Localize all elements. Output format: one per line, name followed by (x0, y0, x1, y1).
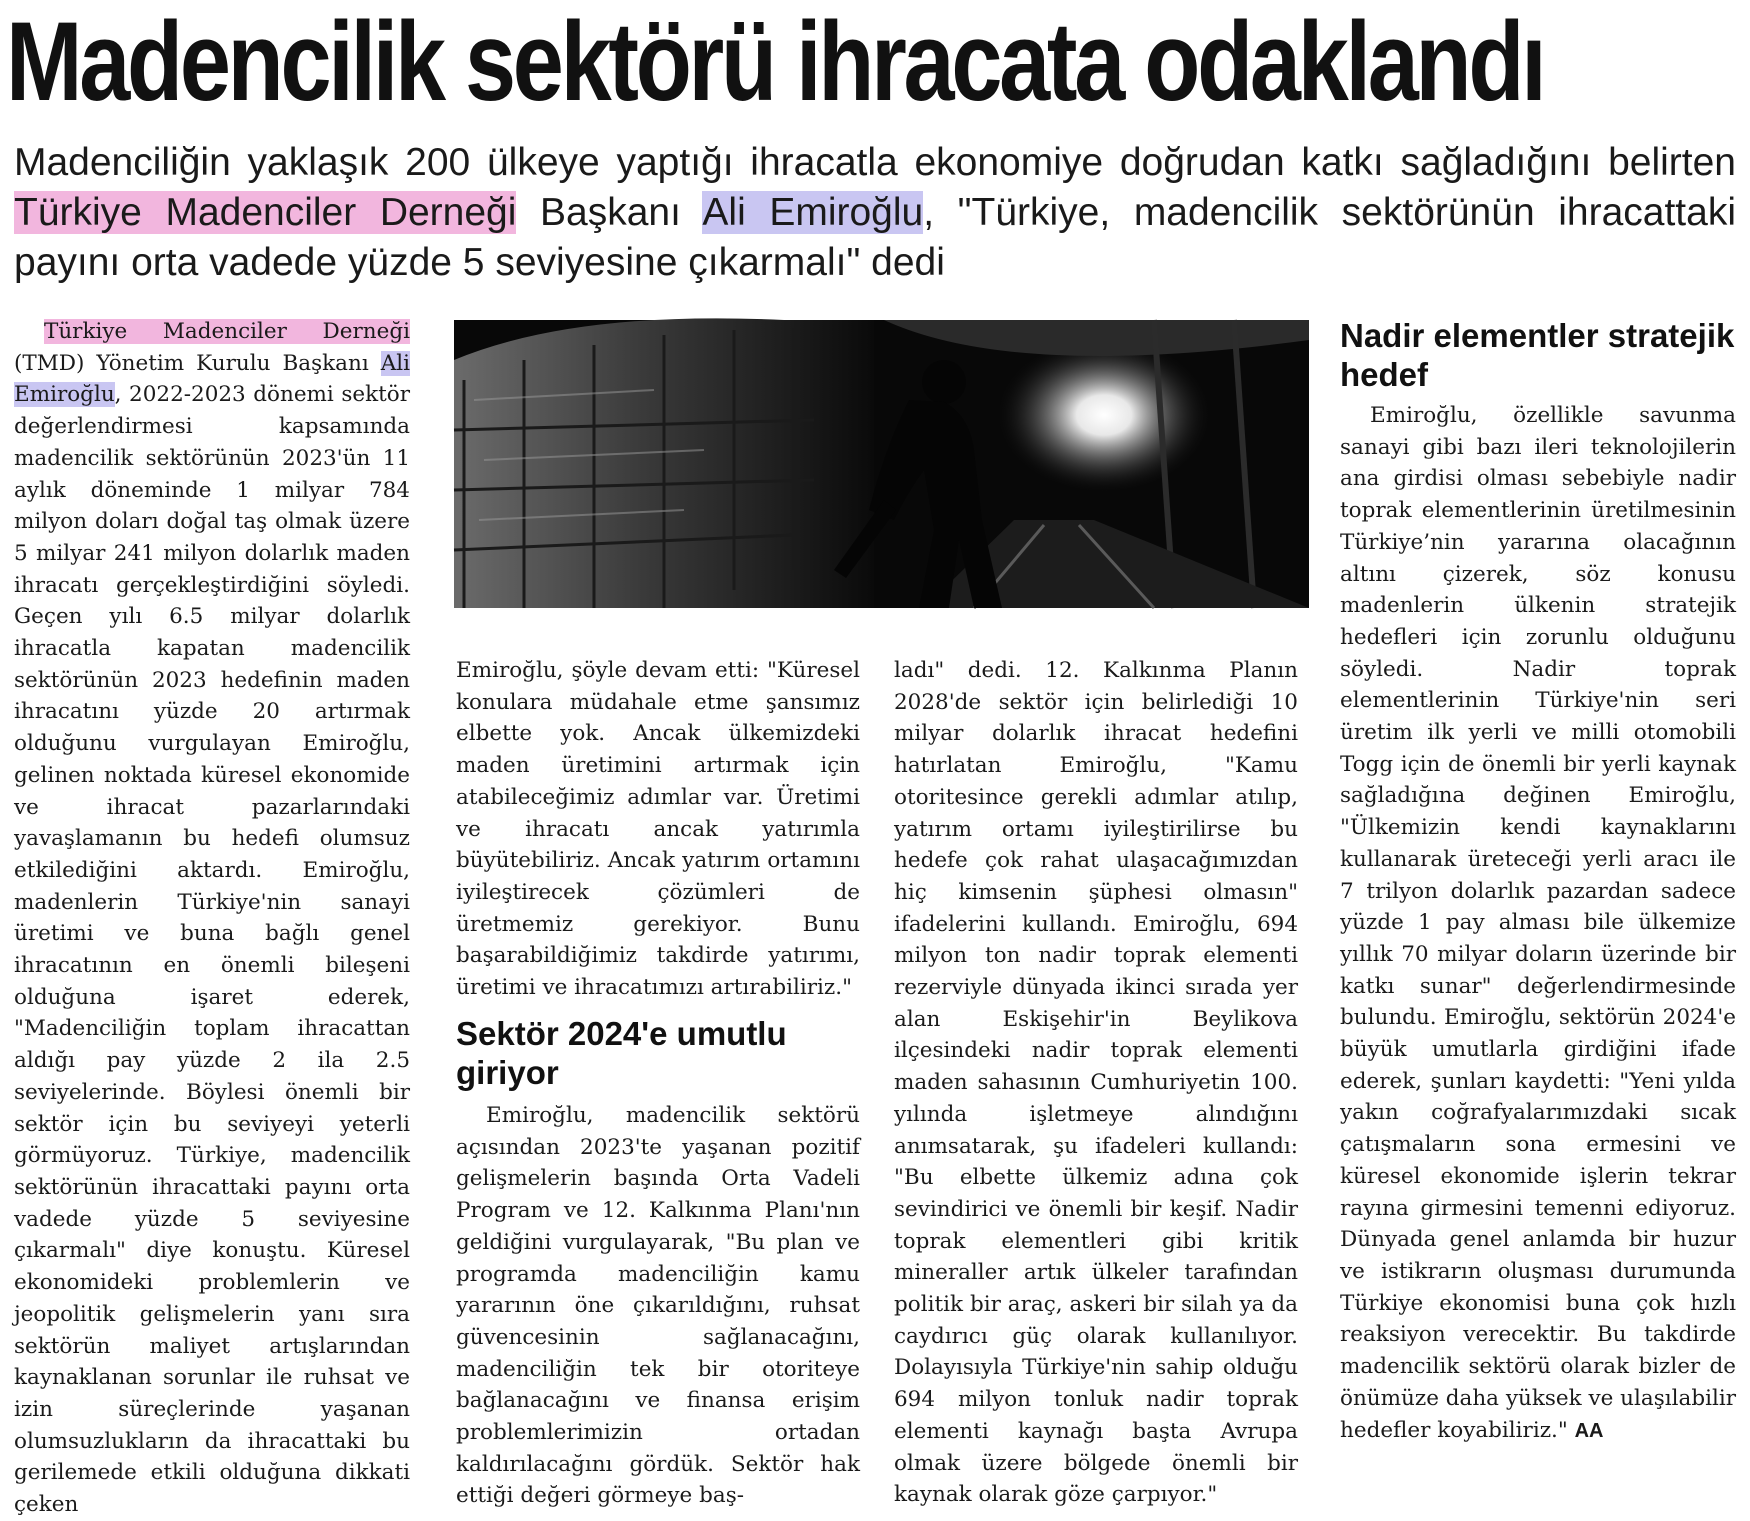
column-1 (14, 316, 410, 1518)
subhead-sektor-2024: Sektör 2024'e umutlu giriyor (456, 1015, 787, 1091)
headline: Madencilik sektörü ihracata odaklandı (6, 0, 1544, 124)
col4-text: Emiroğlu, özellikle savunma sanayi gibi bazı ileri teknolojilerin ana girdisi olması sebebiyle nadir toprak elementlerinin üretilmesinin Türkiye’nin yararına olacağının altını çizerek, söz konusu madenlerin ülkenin stratejik hedefleri için zorunlu olduğunu söyledi. Nadir toprak elementlerinin Türkiye'nin seri üretim ilk yerli ve milli otomobili Togg için de önemli bir yerli kaynak sağladığına değinen Emiroğlu, "Ülkemizin kendi kaynaklarını kullanarak üreteceği yerli aracı ile 7 trilyon dolarlık pazardan sadece yüzde 1 pay alması bile ülkemize yıllık 70 milyar doların üzerinde bir katkı sunar" değerlendirmesinde bulundu. Emiroğlu, sektörün 2024'e büyük umutlarla girdiğini ifade ederek, şunları kaydetti: "Yeni yılda yakın coğrafyalarımızdaki sıcak çatışmaların sona ermesini ve küresel ekonomide işlerin tekrar rayına girmesini temenni ediyoruz. Dünyada genel anlamda bir huzur ve istikrarın oluşması durumunda Türkiye ekonomisi buna çok hızlı reaksiyon verecektir. Bu takdirde madencilik sektörü olarak bizler de önümüze daha yüksek ve ulaşılabilir hedefler koyabiliriz." (1340, 403, 1736, 1443)
column-2-bottom (456, 1100, 860, 1512)
deck (14, 138, 1736, 288)
col1-person-highlight: Ali Emiroğlu (14, 350, 410, 408)
column-3: ladı" dedi. 12. Kalkınma Planın 2028'de sektör için belirlediği 10 milyar dolarlık ihracat hedefini hatırlatan Emiroğlu, "Kamu otoritesince gerekli adımlar atılıp, yatırım ortamı iyileştirilirse bu hedefe çok rahat ulaşacağımızdan hiç kimsenin şüphesi olmasın" ifadelerini kullandı. Emiroğlu, 694 milyon ton nadir toprak elementi rezerviyle dünyada ikinci sırada yer alan Eskişehir'in Beylikova ilçesindeki nadir toprak elementi maden sahasının Cumhuriyetin 100. yılında işletmeye alındığını anımsatarak, şu ifadeleri kullandı: "Bu elbette ülkemiz adına çok sevindirici ve önemli bir keşif. Nadir toprak elementleri gibi kritik mineraller artık ülkeler tarafından politik bir araç, askeri bir silah ya da caydırıcı güç olarak kullanılıyor. Dolayısıyla Türkiye'nin sahip olduğu 694 milyon tonluk nadir toprak elementi kaynağı başta Avrupa olmak üzere bölgede önemli bir kaynak olarak göze çarpıyor." (894, 658, 1298, 1508)
column-4 (1340, 400, 1736, 1512)
deck-text-middle: Başkanı (516, 191, 703, 234)
deck-person-highlight: Ali Emiroğlu (702, 191, 924, 234)
col2b-text: Emiroğlu, madencilik sektörü açısından 2023'te yaşanan pozitif gelişmelerin başında Orta Vadeli Program ve 12. Kalkınma Planı'nın geldiğini vurgulayarak, "Bu plan ve programda madenciliğin kamu yararının öne çıkarıldığını, ruhsat güvencesinin sağlanacağını, madenciliğin tek bir otoriteye bağlanacağını ve finansa erişim problemlerimizin ortadan kaldırılacağını gördük. Sektör hak ettiği değeri görmeye baş- (456, 1103, 860, 1509)
col1-text-a: (TMD) Yönetim Kurulu Başkanı (14, 350, 381, 376)
subhead-nadir-elementler: Nadir elementler stratejik hedef (1340, 317, 1735, 393)
col1-text-b: , 2022-2023 dönemi sektör değerlendirmesi kapsamında madencilik sektörünün 2023'ün 11 aylık döneminde 1 milyar 784 milyon doları doğal taş olmak üzere 5 milyar 241 milyon dolarlık maden ihracatı gerçekleştirdiğini söyledi. Geçen yılı 6.5 milyar dolarlık ihracatla kapatan madencilik sektörünün 2023 hedefinin maden ihracatını yüzde 20 artırmak olduğunu vurgulayan Emiroğlu, gelinen noktada küresel ekonomide ve ihracat pazarlarındaki yavaşlamanın bu hedefi olumsuz etkilediğini aktardı. Emiroğlu, madenlerin Türkiye'nin sanayi üretimi ve buna bağlı genel ihracatının en önemli bileşeni olduğuna işaret ederek, "Madenciliğin toplam ihracattan aldığı pay yüzde 2 ila 2.5 seviyelerinde. Böylesi önemli bir sektör için bu seviyeyi yeterli görmüyoruz. Türkiye, madencilik sektörünün ihracattaki payını orta vadede yüzde 5 seviyesine çıkarmalı" diye konuştu. Küresel ekonomideki problemlerin ve jeopolitik gelişmelerin yanı sıra sektörün maliyet artışlarından kaynaklanan sorunlar ile ruhsat ve izin süreçlerinde yaşanan olumsuzlukların da ihracattaki bu gerilemede etkili olduğuna dikkati çeken (14, 382, 410, 1518)
news-agency-credit: AA (1574, 1419, 1604, 1442)
col1-org-highlight: Türkiye Madenciler Derneği (44, 319, 410, 344)
column-2-top: Emiroğlu, şöyle devam etti: "Küresel konulara müdahale etme şansımız elbette yok. Ancak ülkemizdeki maden üretimini artırmak için atabileceğimiz adımlar var. Üretimi ve ihracatı ancak yatırımla büyütebiliriz. Ancak yatırım ortamını iyileştirecek çözümleri de üretmemiz gerekiyor. Bunu başarabildiğimiz takdirde yatırımı, üretimi ve ihracatımızı artırabiliriz." (456, 658, 860, 1001)
headlamp-glow (994, 335, 1214, 495)
deck-text-before: Madenciliğin yaklaşık 200 ülkeye yaptığı ihracatla ekonomiye doğrudan katkı sağladığını belirten (14, 141, 1736, 184)
mine-tunnel-illustration (454, 320, 1309, 608)
deck-text-after: , "Türkiye, madencilik sektörünün ihracattaki payını orta vadede yüzde 5 seviyesine çıkarmalı" dedi (14, 191, 1736, 284)
deck-org-highlight: Türkiye Madenciler Derneği (14, 191, 517, 234)
mine-worker-photo (454, 320, 1309, 608)
